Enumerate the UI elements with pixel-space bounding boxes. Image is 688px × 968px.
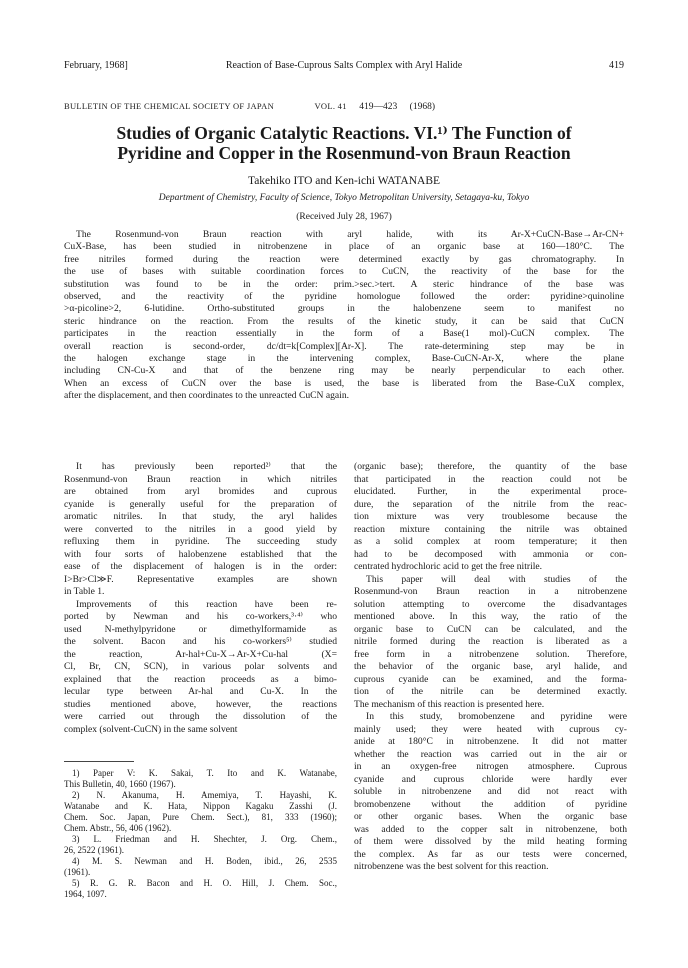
abstract-line: the use of bases with suitable coordination forces to CuCN, the reactivity of the base for the bbox=[64, 266, 624, 278]
body-text-line: or other organic bases. When the organic base bbox=[354, 811, 627, 822]
body-text-line: were carried out through the dissolution of the bbox=[64, 711, 337, 722]
authors: Takehiko ITO and Ken-ichi WATANABE bbox=[247, 175, 441, 187]
abstract-line: CuX-Base, has been studied in nitrobenzene in place of an organic base at 160—180°C. The bbox=[64, 241, 624, 253]
body-text-line: mentioned above. In this way, the ratio of the bbox=[354, 611, 627, 622]
abstract-line: after the displacement, and then coordinates to the unreacted CuCN again. bbox=[64, 390, 350, 402]
body-text-line: used N-methylpyridone or dimethylformamide as bbox=[64, 623, 337, 635]
body-text-line: cyanide is generally useful for the preparation of bbox=[64, 498, 337, 510]
body-text-line: the complex. As far as our tests were concerned, bbox=[354, 848, 627, 860]
paper-title bbox=[64, 123, 624, 163]
body-text-line: bromobenzene without the addition of pyridine bbox=[354, 798, 627, 810]
body-text-line: Rosenmund-von Braun reaction in which nitriles bbox=[64, 473, 337, 485]
body-text-line: studies mentioned above, however, the reactions bbox=[64, 698, 337, 710]
body-text-line: nitrile formed during the reaction is liberated as a bbox=[354, 636, 627, 647]
running-head bbox=[64, 60, 624, 74]
journal-name: BULLETIN OF THE CHEMICAL SOCIETY OF JAPAN bbox=[64, 101, 275, 111]
body-column-right bbox=[354, 461, 627, 874]
body-text-line: that participated in the reaction could not be bbox=[354, 473, 627, 485]
body-text-line: Rosenmund-von Braun reaction in a nitrobenzene bbox=[354, 586, 627, 597]
footnote-line: 1964, 1097. bbox=[64, 889, 107, 899]
footnote-line: Chem. Soc. Japan, Pure Chem. Sect.), 81, 333 (1960); bbox=[64, 812, 337, 822]
body-text-line: The mechanism of this reaction is presented here. bbox=[354, 698, 545, 710]
body-text-line: whether the reaction was carried out in the air or bbox=[354, 748, 627, 760]
body-text-line: It has previously been reported²⁾ that the bbox=[76, 461, 337, 472]
body-text-line: in an oxygen-free nitrogen atmosphere. Cuprous bbox=[354, 761, 627, 772]
page-number: 419 bbox=[609, 60, 624, 71]
received-date: (Received July 28, 1967) bbox=[296, 212, 392, 222]
body-text-line: centrated hydrochloric acid to get the free nitrile. bbox=[354, 561, 543, 572]
body-text-line: the reaction, Ar-hal+Cu-X→Ar-X+Cu-hal (X= bbox=[64, 648, 337, 660]
abstract-line: the halogen exchange stage in the intervening complex, Base-CuCN-Ar-X, where the plane bbox=[64, 352, 624, 364]
body-text-line: solution attempting to overcome the disadvantages bbox=[354, 598, 627, 610]
body-text-line: refluxing them in pyridine. The succeeding study bbox=[64, 536, 337, 547]
footnote-line: 2) N. Akanuma, H. Amemiya, T. Hayashi, K. bbox=[72, 790, 337, 800]
body-text-line: lecular type between Ar-hal and Cu-X. In the bbox=[64, 686, 337, 697]
body-column-left bbox=[64, 461, 337, 736]
body-text-line: organic base to CuCN can be calculated, and the bbox=[354, 623, 627, 635]
body-text-line: of them were dissolved by the mild heating forming bbox=[354, 836, 627, 847]
abstract-line: free nitriles formed during the reaction were determined exactly by gas chromatography. In bbox=[64, 253, 624, 265]
body-text-line: tion of the nitrile can be determined exactly. bbox=[354, 686, 627, 697]
title-line-2: Pyridine and Copper in the Rosenmund-von Braun Reaction bbox=[117, 143, 571, 163]
abstract-line: steric hindrance on the reaction. From the results of the kinetic study, it can be said that CuCN bbox=[64, 315, 624, 327]
body-text-line: soluble in nitrobenzene and did not react with bbox=[354, 786, 627, 797]
body-text-line: (organic base); therefore, the quantity of the base bbox=[354, 461, 627, 472]
body-text-line: reaction mixture containing the nitrile was obtained bbox=[354, 523, 627, 535]
body-text-line: nitrobenzene was the best solvent for this reaction. bbox=[354, 861, 549, 872]
abstract-line: participates in the reaction essentially in the form of a Base(1 mol)-CuCN complex. The bbox=[64, 328, 624, 340]
footnote-line: This Bulletin, 40, 1660 (1967). bbox=[64, 779, 176, 789]
abstract-line: When an excess of CuCN over the base is used, the base is liberated from the Base-CuX complex, bbox=[64, 377, 624, 389]
body-text-line: with four sorts of halobenzene established that the bbox=[64, 548, 337, 560]
abstract bbox=[64, 229, 624, 402]
footnote-line: 3) L. Friedman and H. Shechter, J. Org. Chem., bbox=[72, 834, 337, 844]
body-text-line: Improvements of this reaction have been re- bbox=[76, 598, 337, 610]
body-text-line: anide at 180°C in nitrobenzene. It did not matter bbox=[354, 736, 627, 747]
body-text-line: aromatic nitriles. In that study, the aryl halides bbox=[64, 511, 337, 522]
footnote-line: (1961). bbox=[64, 867, 91, 877]
body-text-line: cuprous cyanide can be examined, and the forma- bbox=[354, 673, 627, 685]
body-text-line: the solvent. Bacon and his co-workers⁵⁾ studied bbox=[64, 636, 337, 647]
title-line-1: Studies of Organic Catalytic Reactions. VI.¹⁾ The Function of bbox=[116, 123, 572, 143]
abstract-line: including CN-Cu-X and that of the benzene ring may be nearly perpendicular to each other. bbox=[64, 365, 624, 377]
body-text-line: ease of the displacement of halogen is in the order: bbox=[64, 561, 337, 572]
journal-citation-line bbox=[64, 101, 624, 112]
footnote-line: 26, 2522 (1961). bbox=[64, 845, 124, 855]
abstract-line: observed, and the reactivity of the pyridine homologue followed the order: pyridine>quinoline bbox=[64, 290, 624, 302]
abstract-line: substitution was found to be in the order: prim.>sec.>tert. A steric hindrance of the base was bbox=[64, 278, 624, 290]
abstract-line: >α-picoline>2, 6-lutidine. Ortho-substituted groups in the halobenzene seem to manifest no bbox=[64, 303, 624, 315]
body-text-line: In this study, bromobenzene and pyridine were bbox=[366, 711, 627, 722]
body-text-line: was added to the copper salt in nitrobenzene, both bbox=[354, 823, 627, 835]
abstract-line: overall reaction is second-order, dc/dt=k[Complex][Ar-X]. The rate-determining step may be in bbox=[64, 340, 624, 352]
body-text-line: I>Br>Cl≫F. Representative examples are shown bbox=[64, 573, 337, 585]
footnote-line: 5) R. G. R. Bacon and H. O. Hill, J. Chem. Soc., bbox=[72, 878, 337, 888]
body-text-line: in Table 1. bbox=[64, 586, 105, 597]
body-text-line: dure, the separation of the nitrile from the reac- bbox=[354, 498, 627, 510]
footnote-line: Watanabe and K. Hata, Nippon Kagaku Zasshi (J. bbox=[64, 801, 337, 811]
footnote-divider bbox=[64, 761, 134, 762]
body-text-line: mainly used; they were heated with cuprous cy- bbox=[354, 723, 627, 735]
footnotes bbox=[64, 768, 337, 900]
body-text-line: This paper will deal with studies of the bbox=[366, 573, 627, 585]
body-text-line: ported by Newman and his co-workers,³·⁴⁾ who bbox=[64, 611, 337, 622]
body-text-line: tion mixture was very troublesome because the bbox=[354, 511, 627, 522]
journal-volume: VOL. 41 bbox=[314, 101, 347, 111]
footnote-line: 4) M. S. Newman and H. Boden, ibid., 26, 2535 bbox=[72, 856, 337, 866]
body-text-line: free form in a nitrobenzene solution. Therefore, bbox=[354, 648, 627, 660]
running-head-title: Reaction of Base-Cuprous Salts Complex with Aryl Halide bbox=[225, 60, 463, 71]
body-text-line: as a solid complex at room temperature; it then bbox=[354, 536, 627, 547]
footnote-line: Chem. Abstr., 56, 406 (1962). bbox=[64, 823, 172, 833]
running-head-date: February, 1968] bbox=[64, 60, 128, 71]
body-text-line: explained that the reaction proceeds as a bimo- bbox=[64, 673, 337, 685]
body-text-line: cyanide and cuprous chloride were hardly ever bbox=[354, 773, 627, 785]
journal-pages: 419—423 bbox=[359, 102, 398, 112]
body-text-line: elucidated. Further, in the experimental proce- bbox=[354, 486, 627, 497]
abstract-line: The Rosenmund-von Braun reaction with aryl halide, with its Ar-X+CuCN-Base→Ar-CN+ bbox=[76, 229, 624, 240]
footnote-line: 1) Paper V: K. Sakai, T. Ito and K. Watanabe, bbox=[72, 768, 337, 778]
body-text-line: had to be decomposed with ammonia or con- bbox=[354, 548, 627, 560]
body-text-line: the behavior of the organic base, aryl halide, and bbox=[354, 661, 627, 672]
body-text-line: Cl, Br, CN, SCN), in various polar solvents and bbox=[64, 661, 337, 672]
body-text-line: are obtained from aryl bromides and cuprous bbox=[64, 486, 337, 497]
body-text-line: were converted to the nitriles in a good yield by bbox=[64, 523, 337, 535]
body-text-line: complex (solvent-CuCN) in the same solvent bbox=[64, 723, 238, 735]
journal-year: (1968) bbox=[409, 102, 435, 112]
affiliation: Department of Chemistry, Faculty of Science, Tokyo Metropolitan University, Setagaya-ku, Tokyo bbox=[158, 193, 530, 203]
